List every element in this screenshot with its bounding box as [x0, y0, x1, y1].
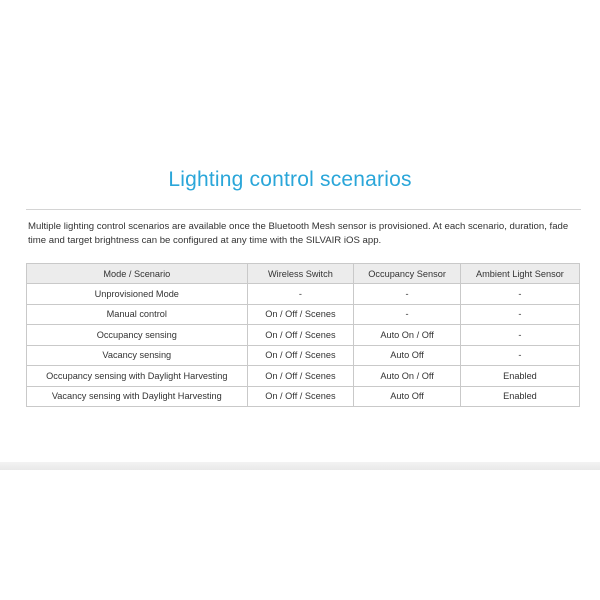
cell-mode: Vacancy sensing with Daylight Harvesting — [27, 386, 248, 407]
cell-mode: Vacancy sensing — [27, 345, 248, 366]
header-wireless-switch: Wireless Switch — [247, 264, 354, 284]
cell-wireless-switch: On / Off / Scenes — [247, 366, 354, 387]
cell-ambient-light-sensor: - — [460, 345, 579, 366]
cell-ambient-light-sensor: Enabled — [460, 386, 579, 407]
cell-wireless-switch: On / Off / Scenes — [247, 325, 354, 346]
cell-wireless-switch: On / Off / Scenes — [247, 304, 354, 325]
cell-occupancy-sensor: - — [354, 284, 461, 305]
cell-occupancy-sensor: Auto On / Off — [354, 325, 461, 346]
table-row — [27, 386, 580, 407]
cell-ambient-light-sensor: - — [460, 325, 579, 346]
cell-wireless-switch: On / Off / Scenes — [247, 345, 354, 366]
page-title: Lighting control scenarios — [168, 168, 412, 191]
table-header-row — [27, 264, 580, 284]
cell-ambient-light-sensor: - — [460, 304, 579, 325]
cell-mode: Occupancy sensing with Daylight Harvesting — [27, 366, 248, 387]
header-mode-scenario: Mode / Scenario — [27, 264, 248, 284]
title-divider — [26, 209, 581, 210]
cell-mode: Occupancy sensing — [27, 325, 248, 346]
header-occupancy-sensor: Occupancy Sensor — [354, 264, 461, 284]
cell-occupancy-sensor: Auto Off — [354, 345, 461, 366]
cell-occupancy-sensor: - — [354, 304, 461, 325]
table-row — [27, 345, 580, 366]
bottom-shadow-band — [0, 462, 600, 470]
cell-occupancy-sensor: Auto Off — [354, 386, 461, 407]
header-ambient-light-sensor: Ambient Light Sensor — [460, 264, 579, 284]
table-row — [27, 304, 580, 325]
table-row — [27, 325, 580, 346]
cell-ambient-light-sensor: - — [460, 284, 579, 305]
cell-wireless-switch: On / Off / Scenes — [247, 386, 354, 407]
cell-occupancy-sensor: Auto On / Off — [354, 366, 461, 387]
table-row — [27, 284, 580, 305]
cell-mode: Manual control — [27, 304, 248, 325]
cell-wireless-switch: - — [247, 284, 354, 305]
table-row — [27, 366, 580, 387]
cell-ambient-light-sensor: Enabled — [460, 366, 579, 387]
cell-mode: Unprovisioned Mode — [27, 284, 248, 305]
scenarios-table — [26, 263, 580, 407]
intro-paragraph: Multiple lighting control scenarios are available once the Bluetooth Mesh sensor is provisioned. At each scenario, duration, fade time and target brightness can be configured at any time with the SILVAIR iOS app. — [28, 221, 569, 246]
